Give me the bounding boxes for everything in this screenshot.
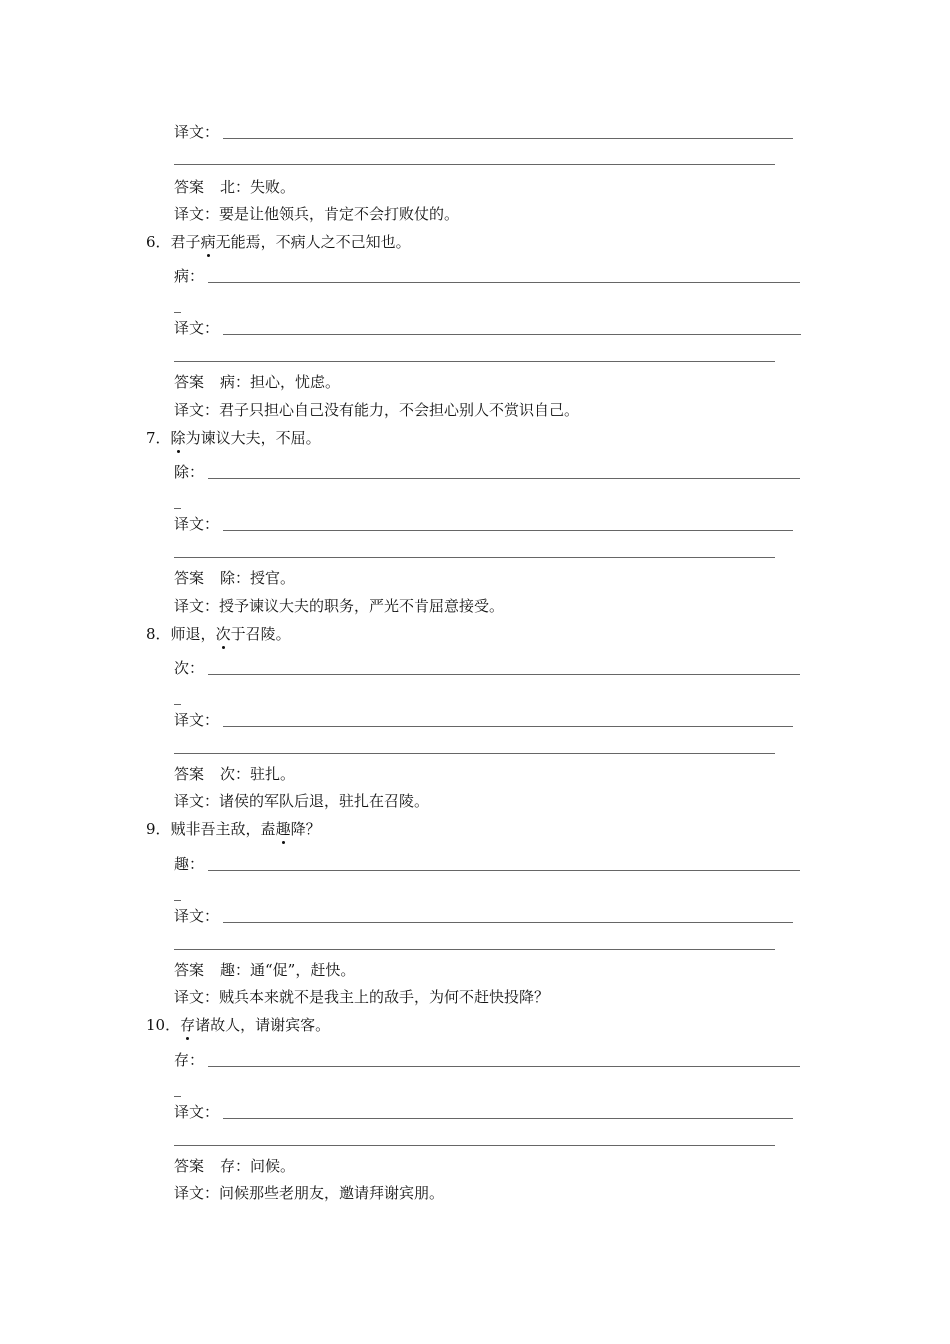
emphasized-character: 次 xyxy=(215,625,231,643)
question-text: 诸故人，请谢宾客。 xyxy=(195,1016,331,1034)
translation-label: 译文： xyxy=(174,597,220,615)
translation-answer-row xyxy=(174,203,459,225)
answer-row xyxy=(174,763,295,785)
word-blank-row xyxy=(174,265,800,287)
line-mark xyxy=(174,704,181,705)
word-blank-row xyxy=(174,853,800,875)
question-7 xyxy=(146,427,321,449)
question-6 xyxy=(146,231,411,253)
answer-text: 病：担心，忧虑。 xyxy=(220,373,341,391)
line-mark xyxy=(174,900,181,901)
line-mark xyxy=(174,312,181,313)
translation-blank-row xyxy=(174,709,793,731)
answer-row xyxy=(174,567,295,589)
question-8 xyxy=(146,623,291,645)
question-number: 7． xyxy=(146,429,171,447)
answer-line[interactable] xyxy=(208,282,800,283)
answer-text: 除：授官。 xyxy=(220,569,296,587)
translation-label: 译文： xyxy=(174,401,220,419)
emphasized-character: 趣 xyxy=(275,820,291,838)
question-9 xyxy=(146,818,321,840)
answer-line[interactable] xyxy=(208,1066,800,1067)
translation-answer-row xyxy=(174,986,549,1008)
answer-line[interactable] xyxy=(223,334,801,335)
answer-line[interactable] xyxy=(223,726,793,727)
translation-text: 诸侯的军队后退，驻扎在召陵。 xyxy=(219,792,430,810)
translation-answer-row xyxy=(174,595,504,617)
answer-row xyxy=(174,959,355,981)
translation-answer-row xyxy=(174,790,429,812)
word-label: 病： xyxy=(174,267,205,285)
answer-line[interactable] xyxy=(208,674,800,675)
word-label: 次： xyxy=(174,659,205,677)
translation-label: 译文： xyxy=(174,907,220,925)
translation-label: 译文： xyxy=(174,1103,220,1121)
translation-answer-row xyxy=(174,1182,444,1204)
answer-line[interactable] xyxy=(174,753,775,754)
line-mark xyxy=(174,508,181,509)
emphasized-character: 病 xyxy=(200,233,216,251)
answer-line[interactable] xyxy=(223,1118,793,1119)
word-label: 趣： xyxy=(174,855,205,873)
answer-label: 答案 xyxy=(174,178,205,196)
answer-label: 答案 xyxy=(174,765,205,783)
word-label: 除： xyxy=(174,463,205,481)
translation-blank-row xyxy=(174,513,793,535)
question-text: 师退， xyxy=(170,625,216,643)
translation-answer-row xyxy=(174,399,579,421)
translation-blank-row xyxy=(174,1101,793,1123)
translation-label: 译文： xyxy=(174,515,220,533)
question-text: 于召陵。 xyxy=(230,625,291,643)
answer-line[interactable] xyxy=(174,164,775,165)
translation-label: 译文： xyxy=(174,792,220,810)
answer-row xyxy=(174,176,295,198)
translation-text: 问候那些老朋友，邀请拜谢宾朋。 xyxy=(219,1184,445,1202)
translation-text: 要是让他领兵，肯定不会打败仗的。 xyxy=(219,205,460,223)
answer-row xyxy=(174,371,340,393)
translation-text: 授予谏议大夫的职务，严光不肯屈意接受。 xyxy=(219,597,505,615)
translation-blank-row xyxy=(174,121,793,143)
translation-label: 译文： xyxy=(174,1184,220,1202)
question-text: 贼非吾主敌，盍 xyxy=(170,820,276,838)
word-blank-row xyxy=(174,1049,800,1071)
answer-line[interactable] xyxy=(223,530,793,531)
word-label: 存： xyxy=(174,1051,205,1069)
question-text: 降？ xyxy=(290,820,321,838)
question-10 xyxy=(146,1014,330,1036)
answer-text: 次：驻扎。 xyxy=(220,765,296,783)
translation-blank-row xyxy=(174,905,793,927)
word-blank-row xyxy=(174,657,800,679)
question-number: 8． xyxy=(146,625,171,643)
answer-label: 答案 xyxy=(174,1157,205,1175)
answer-text: 趣：通“促”，赶快。 xyxy=(220,961,356,979)
answer-line[interactable] xyxy=(223,922,793,923)
line-mark xyxy=(174,1096,181,1097)
translation-blank-row xyxy=(174,317,801,339)
answer-label: 答案 xyxy=(174,961,205,979)
word-blank-row xyxy=(174,461,800,483)
question-number: 6． xyxy=(146,233,171,251)
answer-label: 答案 xyxy=(174,373,205,391)
answer-text: 北：失败。 xyxy=(220,178,296,196)
emphasized-character: 除 xyxy=(170,429,186,447)
answer-line[interactable] xyxy=(208,478,800,479)
answer-label: 答案 xyxy=(174,569,205,587)
translation-text: 贼兵本来就不是我主上的敌手，为何不赶快投降？ xyxy=(219,988,550,1006)
translation-label: 译文： xyxy=(174,988,220,1006)
answer-line[interactable] xyxy=(174,949,775,950)
question-text: 为谏议大夫，不屈。 xyxy=(185,429,321,447)
answer-line[interactable] xyxy=(174,1145,775,1146)
answer-row xyxy=(174,1155,295,1177)
answer-line[interactable] xyxy=(174,557,775,558)
translation-label: 译文： xyxy=(174,205,220,223)
question-text: 无能焉，不病人之不己知也。 xyxy=(215,233,411,251)
translation-label: 译文： xyxy=(174,123,220,141)
answer-line[interactable] xyxy=(174,361,775,362)
translation-text: 君子只担心自己没有能力，不会担心别人不赏识自己。 xyxy=(219,401,580,419)
question-number: 9． xyxy=(146,820,171,838)
translation-label: 译文： xyxy=(174,319,220,337)
question-number: 10． xyxy=(146,1016,181,1034)
question-text: 君子 xyxy=(170,233,201,251)
answer-text: 存：问候。 xyxy=(220,1157,296,1175)
answer-line[interactable] xyxy=(208,870,800,871)
translation-label: 译文： xyxy=(174,711,220,729)
emphasized-character: 存 xyxy=(180,1016,196,1034)
answer-line[interactable] xyxy=(223,138,793,139)
